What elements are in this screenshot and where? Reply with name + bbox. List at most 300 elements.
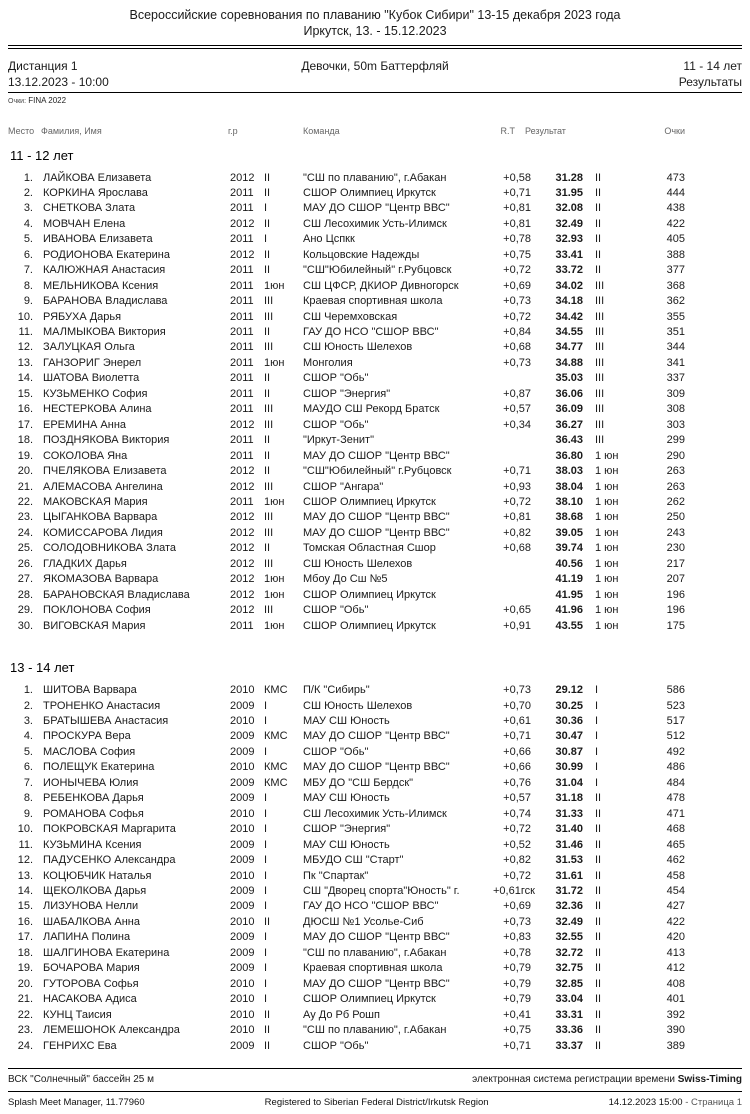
table-row (8, 760, 742, 775)
result-rank: 1 юн (595, 573, 619, 586)
birth-year: 2011 (230, 310, 254, 323)
table-row (8, 279, 742, 294)
points-value: 377 (666, 264, 685, 277)
swimmer-name: КУНЦ Таисия (43, 1008, 112, 1021)
place-cell: 5. (23, 745, 33, 758)
table-row (8, 171, 742, 186)
result-time: 31.53 (555, 854, 583, 867)
swimmer-name: НЕСТЕРКОВА Алина (43, 403, 152, 416)
sport-rank: II (264, 217, 271, 230)
table-row (8, 899, 742, 914)
points-value: 412 (666, 962, 685, 975)
place-cell: 21. (17, 480, 33, 493)
event-rule (8, 92, 742, 93)
team-name: СШ Юность Шелехов (303, 699, 413, 712)
birth-year: 2012 (230, 465, 255, 478)
birth-year: 2009 (230, 699, 255, 712)
result-rank: I (595, 699, 599, 712)
place-cell: 13. (17, 869, 33, 882)
sport-rank: II (264, 542, 271, 555)
result-time: 31.40 (555, 823, 583, 836)
table-row (8, 557, 742, 572)
result-rank: II (595, 202, 602, 215)
result-time: 34.88 (555, 356, 583, 369)
place-cell: 9. (23, 807, 33, 820)
result-rank: II (595, 823, 602, 836)
result-rank: II (595, 1024, 602, 1037)
sport-rank: I (264, 931, 268, 944)
swimmer-name: ЗАЛУЦКАЯ Ольга (43, 341, 135, 354)
points-value: 196 (666, 604, 685, 617)
table-row (8, 217, 742, 232)
points-value: 230 (666, 542, 685, 555)
birth-year: 2012 (230, 217, 255, 230)
sport-rank: I (264, 962, 268, 975)
swimmer-name: РОДИОНОВА Екатерина (43, 248, 170, 261)
team-name: "СШ"Юбилейный" г.Рубцовск (303, 465, 452, 478)
team-name: СШ "Дворец спорта"Юность" г. (303, 884, 460, 897)
team-name: Пк "Спартак" (303, 869, 369, 882)
result-time: 31.04 (555, 776, 583, 789)
reaction-time (493, 588, 537, 603)
team-name: "СШ по плаванию", г.Абакан (303, 946, 447, 959)
reaction-time (493, 557, 537, 572)
sport-rank: III (264, 526, 274, 539)
swimmer-name: ПОКРОВСКАЯ Маргарита (43, 823, 176, 836)
points-value: 473 (666, 171, 685, 184)
swimmer-name: КУЗЬМЕНКО София (43, 387, 148, 400)
points-value: 309 (666, 387, 685, 400)
result-rank: II (595, 900, 602, 913)
birth-year: 2011 (230, 279, 254, 292)
birth-year: 2011 (230, 341, 254, 354)
swimmer-name: БОЧАРОВА Мария (43, 962, 140, 975)
birth-year: 2011 (230, 403, 254, 416)
sport-rank: 1юн (264, 573, 285, 586)
points-value: 337 (666, 372, 685, 385)
swimmer-name: БАРАНОВА Владислава (43, 295, 168, 308)
result-rank: III (595, 310, 605, 323)
swimmer-name: ПОЗДНЯКОВА Виктория (43, 434, 170, 447)
place-cell: 17. (17, 931, 33, 944)
place-cell: 10. (17, 823, 33, 836)
swimmer-name: ПОЛЕЩУК Екатерина (43, 761, 155, 774)
result-time: 32.75 (555, 962, 583, 975)
swimmer-name: ЯКОМАЗОВА Варвара (43, 573, 159, 586)
result-rank: 1 юн (595, 511, 619, 524)
sport-rank: 1юн (264, 279, 285, 292)
birth-year: 2012 (230, 557, 255, 570)
reaction-time: +0,93 (503, 480, 531, 493)
reaction-time: +0,91 (503, 619, 531, 632)
swimmer-name: КАЛЮЖНАЯ Анастасия (43, 264, 166, 277)
result-time: 32.36 (555, 900, 583, 913)
sport-rank: 1юн (264, 356, 285, 369)
result-time: 38.03 (555, 465, 583, 478)
points-value: 243 (666, 526, 685, 539)
pool-info: ВСК "Солнечный" бассейн 25 м (8, 1074, 154, 1085)
birth-year: 2011 (230, 326, 254, 339)
points-value: 422 (666, 217, 685, 230)
result-rank: II (595, 1039, 602, 1052)
reaction-time: +0,71 (503, 186, 531, 199)
table-row (8, 699, 742, 714)
sport-rank: III (264, 511, 274, 524)
points-value: 390 (666, 1024, 685, 1037)
place-cell: 1. (23, 171, 33, 184)
result-rank: III (595, 387, 605, 400)
table-row (8, 603, 742, 618)
swimmer-name: ЕРЕМИНА Анна (43, 418, 127, 431)
birth-year: 2010 (230, 1008, 255, 1021)
result-time: 43.55 (555, 619, 583, 632)
points-value: 250 (666, 511, 685, 524)
team-name: П/К "Сибирь" (303, 684, 370, 697)
result-time: 34.18 (555, 295, 583, 308)
result-time: 40.56 (555, 557, 583, 570)
result-time: 31.28 (555, 171, 583, 184)
points-value: 362 (666, 295, 685, 308)
swimmer-name: БАРАНОВСКАЯ Владислава (43, 588, 190, 601)
team-name: Краевая спортивная школа (303, 962, 443, 975)
place-cell: 14. (17, 372, 33, 385)
event-header (8, 58, 742, 90)
col-year: г.р (228, 125, 238, 136)
result-rank: II (595, 233, 602, 246)
points-value: 486 (666, 761, 685, 774)
result-rank: III (595, 403, 605, 416)
birth-year: 2010 (230, 823, 255, 836)
points-value: 196 (666, 588, 685, 601)
points-value: 517 (666, 715, 685, 727)
swimmer-name: НАСАКОВА Адиса (43, 993, 137, 1006)
sport-rank: КМС (264, 684, 288, 697)
swimmer-name: РЯБУХА Дарья (43, 310, 122, 323)
sport-rank: II (264, 434, 271, 447)
team-name: МБУДО СШ "Старт" (303, 854, 404, 867)
points-note-value: FINA 2022 (28, 95, 67, 105)
table-row (8, 791, 742, 806)
swimmer-name: ГЕНРИХС Ева (43, 1039, 117, 1052)
reaction-time: +0,79 (503, 993, 531, 1006)
sport-rank: III (264, 403, 274, 416)
swimmer-name: ШИТОВА Варвара (43, 684, 137, 697)
swimmer-name: БРАТЫШЕВА Анастасия (43, 715, 169, 727)
place-cell: 18. (17, 434, 33, 447)
result-time: 35.03 (555, 372, 583, 385)
table-row (8, 325, 742, 340)
swimmer-name: РЕБЕНКОВА Дарья (43, 792, 144, 805)
birth-year: 2010 (230, 807, 255, 820)
team-name: МАУ ДО СШОР "Центр ВВС" (303, 977, 450, 990)
place-cell: 24. (17, 526, 33, 539)
sport-rank: II (264, 171, 271, 184)
points-value: 389 (666, 1039, 685, 1052)
birth-year: 2009 (230, 946, 255, 959)
place-cell: 17. (17, 418, 33, 431)
reaction-time: +0,78 (503, 233, 531, 246)
result-time: 30.87 (555, 745, 583, 758)
reaction-time: +0,61гск (493, 884, 535, 897)
place-cell: 13. (17, 356, 33, 369)
reaction-time: +0,81 (503, 202, 531, 215)
place-cell: 16. (17, 915, 33, 928)
table-row (8, 807, 742, 822)
reaction-time: +0,84 (503, 326, 531, 339)
reaction-time: +0,79 (503, 977, 531, 990)
result-time: 32.72 (555, 946, 583, 959)
team-name: СШОР Олимпиец Иркутск (303, 588, 436, 601)
swimmer-name: РОМАНОВА Софья (43, 807, 144, 820)
sport-rank: I (264, 699, 268, 712)
team-name: СШОР "Энергия" (303, 823, 391, 836)
page-number: - Страница 1 (682, 1097, 742, 1108)
reaction-time: +0,52 (503, 838, 531, 851)
top-rule (8, 45, 742, 49)
team-name: СШ Юность Шелехов (303, 341, 413, 354)
points-value: 175 (666, 619, 685, 632)
points-system-note (8, 96, 742, 105)
result-rank: II (595, 977, 602, 990)
birth-year: 2011 (230, 619, 254, 632)
reaction-time: +0,87 (503, 387, 531, 400)
result-rank: II (595, 792, 602, 805)
place-cell: 8. (23, 792, 33, 805)
place-cell: 23. (17, 1024, 33, 1037)
result-rank: 1 юн (595, 449, 619, 462)
reaction-time: +0,71 (503, 1039, 531, 1052)
table-row (8, 822, 742, 837)
place-cell: 26. (17, 557, 33, 570)
result-rank: II (595, 186, 602, 199)
sport-rank: II (264, 248, 271, 261)
result-time: 34.77 (555, 341, 583, 354)
table-row (8, 418, 742, 433)
reaction-time: +0,61 (503, 715, 531, 727)
reaction-time (493, 449, 537, 464)
table-row (8, 449, 742, 464)
birth-year: 2010 (230, 684, 255, 697)
swimmer-name: ПЧЕЛЯКОВА Елизавета (43, 465, 167, 478)
sport-rank: I (264, 946, 268, 959)
result-time: 39.05 (555, 526, 583, 539)
result-rank: II (595, 854, 602, 867)
points-value: 408 (666, 977, 685, 990)
reaction-time: +0,72 (503, 869, 531, 882)
table-row (8, 340, 742, 355)
swimmer-name: МАКОВСКАЯ Мария (43, 496, 148, 509)
place-cell: 25. (17, 542, 33, 555)
result-time: 32.93 (555, 233, 583, 246)
result-time: 41.96 (555, 604, 583, 617)
sport-rank: III (264, 557, 274, 570)
birth-year: 2011 (230, 434, 254, 447)
team-name: СШ ЦФСР, ДКИОР Дивногорск (303, 279, 459, 292)
birth-year: 2009 (230, 1039, 255, 1052)
page-footer (8, 1068, 742, 1110)
table-row (8, 683, 742, 698)
result-time: 33.04 (555, 993, 583, 1006)
birth-year: 2010 (230, 715, 255, 727)
table-row (8, 572, 742, 587)
reaction-time (493, 433, 537, 448)
sport-rank: I (264, 869, 268, 882)
result-time: 32.85 (555, 977, 583, 990)
place-cell: 8. (23, 279, 33, 292)
result-time: 29.12 (555, 684, 583, 697)
event-number: Дистанция 1 (8, 58, 78, 73)
result-time: 32.49 (555, 217, 583, 230)
team-name: СШ Лесохимик Усть-Илимск (303, 807, 447, 820)
result-time: 34.42 (555, 310, 583, 323)
swimmer-name: СОКОЛОВА Яна (43, 449, 128, 462)
result-time: 32.08 (555, 202, 583, 215)
reaction-time: +0,81 (503, 217, 531, 230)
sport-rank: КМС (264, 761, 288, 774)
result-time: 31.72 (555, 884, 583, 897)
birth-year: 2010 (230, 915, 255, 928)
swimmer-name: ГАНЗОРИГ Энерел (43, 356, 142, 369)
sport-rank: I (264, 838, 268, 851)
result-time: 41.19 (555, 573, 583, 586)
place-cell: 7. (23, 264, 33, 277)
col-name: Фамилия, Имя (41, 125, 102, 136)
sport-rank: II (264, 264, 271, 277)
result-time: 38.04 (555, 480, 583, 493)
points-value: 344 (666, 341, 685, 354)
reaction-time: +0,83 (503, 931, 531, 944)
team-name: Томская Областная Сшор (303, 542, 436, 555)
points-value: 401 (666, 993, 685, 1006)
birth-year: 2011 (230, 387, 254, 400)
reaction-time: +0,69 (503, 900, 531, 913)
place-cell: 11. (18, 326, 33, 339)
reaction-time: +0,66 (503, 745, 531, 758)
points-value: 207 (666, 573, 685, 586)
result-rank: II (595, 248, 602, 261)
birth-year: 2011 (230, 295, 254, 308)
table-row (8, 541, 742, 556)
birth-year: 2010 (230, 761, 255, 774)
result-time: 33.41 (555, 248, 583, 261)
result-rank: III (595, 356, 605, 369)
result-rank: III (595, 372, 605, 385)
swimmer-name: СНЕТКОВА Злата (43, 202, 136, 215)
table-row (8, 869, 742, 884)
place-cell: 28. (17, 588, 33, 601)
sport-rank: 1юн (264, 588, 285, 601)
result-rank: I (595, 730, 599, 743)
result-time: 39.74 (555, 542, 583, 555)
result-rank: 1 юн (595, 557, 619, 570)
result-time: 30.25 (555, 699, 583, 712)
place-cell: 3. (23, 202, 33, 215)
birth-year: 2009 (230, 854, 255, 867)
event-datetime: 13.12.2023 - 10:00 (8, 74, 109, 89)
result-rank: III (595, 418, 605, 431)
team-name: МАУ СШ Юность (303, 838, 390, 851)
reaction-time: +0,57 (503, 403, 531, 416)
reaction-time: +0,65 (503, 604, 531, 617)
swimmer-name: ВИГОВСКАЯ Мария (43, 619, 146, 632)
birth-year: 2012 (230, 573, 255, 586)
team-name: Ау До Рб Рошп (303, 1008, 380, 1021)
points-value: 263 (666, 465, 685, 478)
birth-year: 2012 (230, 526, 255, 539)
birth-year: 2009 (230, 745, 255, 758)
results-table-13-14 (8, 683, 742, 1054)
reaction-time: +0,72 (503, 264, 531, 277)
swimmer-name: ШАБАЛКОВА Анна (43, 915, 141, 928)
table-row (8, 294, 742, 309)
sport-rank: III (264, 295, 274, 308)
place-cell: 22. (17, 496, 33, 509)
table-row (8, 1008, 742, 1023)
result-time: 34.02 (555, 279, 583, 292)
points-value: 438 (666, 202, 685, 215)
team-name: МАУ ДО СШОР "Центр ВВС" (303, 202, 450, 215)
result-time: 33.31 (555, 1008, 583, 1021)
reaction-time: +0,82 (503, 526, 531, 539)
result-rank: II (595, 993, 602, 1006)
points-value: 290 (666, 449, 685, 462)
team-name: ГАУ ДО НСО "СШОР ВВС" (303, 900, 439, 913)
timing-brand: Swiss-Timing (677, 1074, 742, 1085)
birth-year: 2010 (230, 1024, 255, 1037)
place-cell: 4. (23, 217, 33, 230)
sport-rank: I (264, 233, 268, 246)
result-rank: II (595, 217, 602, 230)
birth-year: 2009 (230, 730, 255, 743)
points-value: 303 (666, 418, 685, 431)
birth-year: 2012 (230, 511, 255, 524)
team-name: МАУ ДО СШОР "Центр ВВС" (303, 526, 450, 539)
team-name: СШ Черемховская (303, 310, 398, 323)
table-row (8, 248, 742, 263)
swimmer-name: МОВЧАН Елена (43, 217, 126, 230)
place-cell: 12. (17, 854, 33, 867)
table-row (8, 961, 742, 976)
place-cell: 29. (17, 604, 33, 617)
meet-location-dates: Иркутск, 13. - 15.12.2023 (303, 24, 447, 38)
result-time: 36.09 (555, 403, 583, 416)
team-name: СШОР "Обь" (303, 372, 369, 385)
team-name: СШОР "Обь" (303, 1039, 369, 1052)
result-rank: II (595, 838, 602, 851)
result-rank: II (595, 1008, 602, 1021)
reaction-time: +0,68 (503, 542, 531, 555)
reaction-time: +0,73 (503, 295, 531, 308)
points-value: 523 (666, 699, 685, 712)
result-rank: 1 юн (595, 588, 619, 601)
table-row (8, 853, 742, 868)
reaction-time: +0,41 (503, 1008, 531, 1021)
result-time: 41.95 (555, 588, 583, 601)
team-name: СШОР Олимпиец Иркутск (303, 186, 436, 199)
birth-year: 2011 (230, 356, 254, 369)
reaction-time: +0,69 (503, 279, 531, 292)
sport-rank: II (264, 1008, 271, 1021)
result-rank: II (595, 884, 602, 897)
birth-year: 2012 (230, 480, 255, 493)
place-cell: 30. (17, 619, 33, 632)
result-time: 34.55 (555, 326, 583, 339)
table-row (8, 263, 742, 278)
age-group-header: 11 - 12 лет (10, 147, 74, 163)
birth-year: 2009 (230, 838, 255, 851)
points-value: 427 (666, 900, 685, 913)
sport-rank: III (264, 341, 274, 354)
